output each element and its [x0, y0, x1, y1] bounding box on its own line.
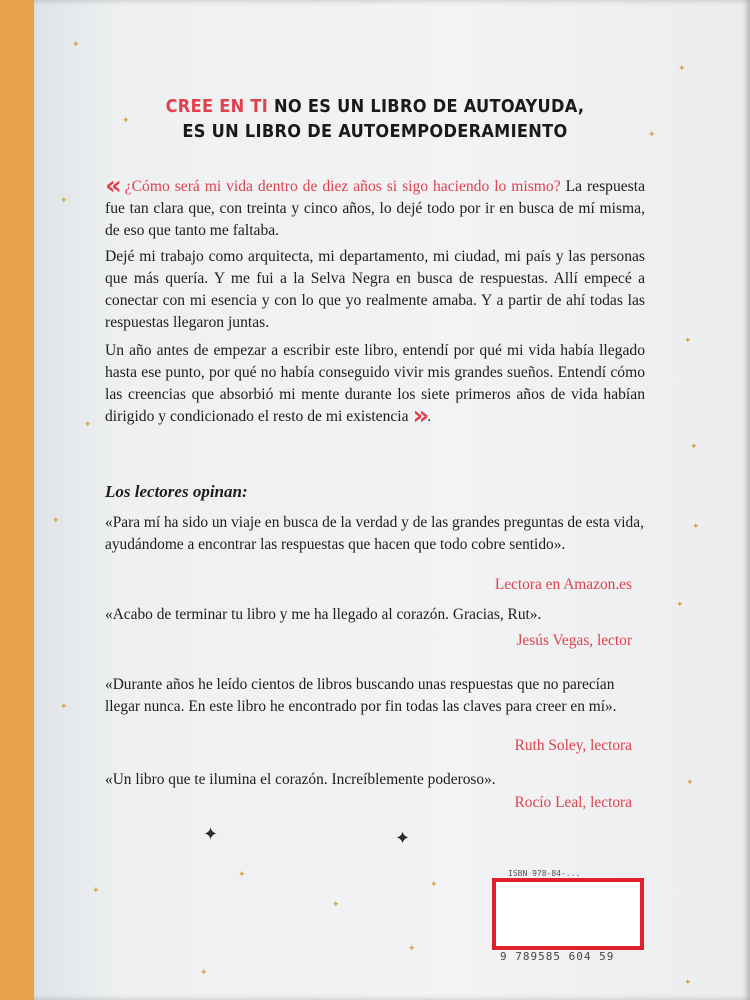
reviews-title: Los lectores opinan:	[105, 482, 248, 501]
star-icon: ✦	[430, 879, 438, 889]
star-icon: ✦	[92, 885, 100, 895]
star-icon: ✦	[395, 828, 411, 848]
star-icon: ✦	[408, 943, 416, 953]
intro-paragraph-3	[105, 340, 645, 431]
star-icon: ✦	[648, 129, 656, 139]
review-author: Ruth Soley, lectora	[514, 737, 632, 754]
star-icon: ✦	[684, 335, 692, 345]
star-icon: ✦	[203, 824, 219, 844]
star-icon: ✦	[122, 115, 130, 125]
star-icon: ✦	[676, 599, 684, 609]
intro-paragraph-1	[105, 171, 645, 242]
review-text: «Un libro que te ilumina el corazón. Increíblemente poderoso».	[105, 771, 496, 788]
star-icon: ✦	[238, 869, 246, 879]
star-icon: ✦	[84, 419, 92, 429]
star-icon: ✦	[72, 39, 80, 49]
review-text: «Para mí ha sido un viaje en busca de la verdad y de las grandes preguntas de esta vida, ayudándome a encontrar las respuestas que hacen que todo cobre sentido».	[105, 514, 644, 553]
barcode-number: 9 789585 604 59	[500, 950, 615, 962]
star-icon: ✦	[678, 63, 686, 73]
intro-paragraph-2: Dejé mi trabajo como arquitecta, mi departamento, mi ciudad, mi país y las personas que más quería. Y me fui a la Selva Negra en busca de respuestas. Allí empecé a conectar con mi esencia y con lo que yo realmente amaba. Y a partir de ahí todas las respuestas llegaron juntas.	[105, 248, 645, 331]
star-icon: ✦	[690, 441, 698, 451]
close-quote-mark: »	[412, 401, 428, 431]
star-icon: ✦	[686, 777, 694, 787]
redacted-barcode	[492, 878, 644, 950]
intro-paragraph-1-text: La respuesta fue tan clara que, con treinta y cinco años, lo dejé todo por ir en busca de mí misma, de eso que tanto me faltaba.	[105, 178, 645, 239]
star-icon: ✦	[60, 195, 68, 205]
review-author: Jesús Vegas, lector	[516, 632, 632, 649]
review-author: Rocío Leal, lectora	[514, 794, 632, 811]
heading-line1-text: NO ES UN LIBRO DE AUTOAYUDA,	[274, 96, 585, 117]
isbn-text: ISBN 978-84-...	[508, 869, 581, 878]
intro-question: ¿Cómo será mi vida dentro de diez años si sigo haciendo lo mismo?	[124, 178, 561, 195]
review-text: «Durante años he leído cientos de libros buscando unas respuestas que no parecían llegar nunca. En este libro he encontrado por fin todas las claves para creer en mí».	[105, 676, 617, 715]
star-icon: ✦	[692, 521, 700, 531]
open-quote-mark: «	[105, 171, 120, 201]
cover-heading-line1	[0, 96, 750, 117]
book-title-highlight: CREE EN TI	[165, 96, 269, 117]
star-icon: ✦	[60, 701, 68, 711]
star-icon: ✦	[200, 967, 208, 977]
star-icon: ✦	[684, 977, 692, 987]
review-author: Lectora en Amazon.es	[494, 576, 632, 593]
star-icon: ✦	[332, 899, 340, 909]
star-icon: ✦	[52, 515, 60, 525]
intro-paragraph-3-end: .	[427, 408, 432, 425]
intro-paragraph-3-text: Un año antes de empezar a escribir este libro, entendí por qué mi vida había llegado hasta ese punto, por qué no había conseguido vivir mis grandes sueños. Entendí cómo las creencias que absorbió mi mente durante los siete primeros años de vida habían dirigido y condicionado el resto de mi existencia	[105, 342, 645, 425]
review-text: «Acabo de terminar tu libro y me ha llegado al corazón. Gracias, Rut».	[105, 606, 542, 623]
cover-heading-line2: ES UN LIBRO DE AUTOEMPODERAMIENTO	[182, 121, 568, 142]
